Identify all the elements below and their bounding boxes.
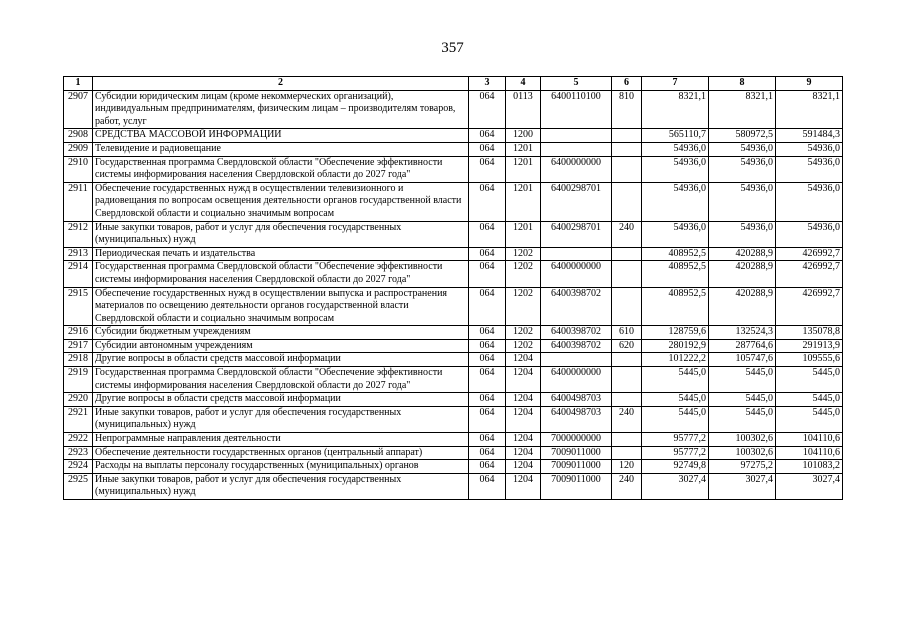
header-cell: 8 [709,77,776,91]
row-value-col7: 54936,0 [642,182,709,221]
row-value-col8: 132524,3 [709,326,776,340]
row-expense-type: 240 [612,406,642,432]
row-value-col7: 408952,5 [642,247,709,261]
row-section-code: 1204 [506,446,541,460]
row-value-col8: 420288,9 [709,261,776,287]
row-expense-type: 810 [612,90,642,129]
row-section-code: 1202 [506,339,541,353]
row-expense-type: 240 [612,473,642,499]
row-expense-type [612,393,642,407]
header-row [64,77,843,91]
row-name: Периодическая печать и издательства [93,247,469,261]
row-section-code: 0113 [506,90,541,129]
header-cell: 3 [469,77,506,91]
row-name: СРЕДСТВА МАССОВОЙ ИНФОРМАЦИИ [93,129,469,143]
row-value-col9: 591484,3 [776,129,843,143]
row-code: 2910 [64,156,93,182]
row-value-col7: 54936,0 [642,142,709,156]
row-name: Иные закупки товаров, работ и услуг для обеспечения государственных (муниципальных) нужд [93,473,469,499]
row-value-col8: 287764,6 [709,339,776,353]
row-value-col9: 54936,0 [776,142,843,156]
row-target-code: 6400298701 [541,182,612,221]
row-section-code: 1204 [506,353,541,367]
row-expense-type: 240 [612,221,642,247]
row-admin-code: 064 [469,247,506,261]
row-section-code: 1204 [506,433,541,447]
row-section-code: 1202 [506,247,541,261]
row-value-col8: 5445,0 [709,393,776,407]
table-row [64,339,843,353]
header-cell: 6 [612,77,642,91]
header-cell: 7 [642,77,709,91]
row-target-code: 6400498703 [541,393,612,407]
row-value-col9: 101083,2 [776,460,843,474]
row-name: Иные закупки товаров, работ и услуг для обеспечения государственных (муниципальных) нужд [93,221,469,247]
row-value-col9: 426992,7 [776,247,843,261]
row-value-col9: 104110,6 [776,433,843,447]
row-name: Другие вопросы в области средств массовой информации [93,393,469,407]
row-name: Субсидии юридическим лицам (кроме некоммерческих организаций), индивидуальным предпринимателям, физическим лицам – производителям товаров, работ, услуг [93,90,469,129]
row-target-code: 7009011000 [541,460,612,474]
table-row [64,367,843,393]
row-section-code: 1202 [506,287,541,326]
header-cell: 4 [506,77,541,91]
header-cell: 5 [541,77,612,91]
row-name: Расходы на выплаты персоналу государственных (муниципальных) органов [93,460,469,474]
row-value-col8: 54936,0 [709,142,776,156]
row-expense-type [612,287,642,326]
row-value-col7: 54936,0 [642,156,709,182]
row-target-code: 6400398702 [541,287,612,326]
row-name: Обеспечение деятельности государственных органов (центральный аппарат) [93,446,469,460]
row-expense-type [612,156,642,182]
row-value-col8: 580972,5 [709,129,776,143]
row-admin-code: 064 [469,473,506,499]
row-expense-type [612,129,642,143]
row-expense-type [612,182,642,221]
table-row [64,406,843,432]
row-section-code: 1204 [506,393,541,407]
row-admin-code: 064 [469,182,506,221]
row-value-col9: 54936,0 [776,182,843,221]
table-row [64,182,843,221]
row-code: 2908 [64,129,93,143]
row-target-code [541,247,612,261]
row-name: Обеспечение государственных нужд в осуществлении выпуска и распространения материалов по освещению деятельности органов государственной власти Свердловской области и социально значимым вопросам [93,287,469,326]
row-admin-code: 064 [469,393,506,407]
row-admin-code: 064 [469,446,506,460]
header-cell: 2 [93,77,469,91]
table-row [64,90,843,129]
row-code: 2918 [64,353,93,367]
row-code: 2914 [64,261,93,287]
row-expense-type: 620 [612,339,642,353]
row-target-code: 7009011000 [541,446,612,460]
row-admin-code: 064 [469,460,506,474]
table-row [64,129,843,143]
row-value-col7: 5445,0 [642,393,709,407]
row-admin-code: 064 [469,261,506,287]
row-value-col8: 54936,0 [709,182,776,221]
row-value-col8: 5445,0 [709,367,776,393]
table-row [64,261,843,287]
row-section-code: 1200 [506,129,541,143]
row-value-col9: 5445,0 [776,406,843,432]
row-expense-type [612,261,642,287]
row-expense-type: 610 [612,326,642,340]
row-value-col7: 408952,5 [642,287,709,326]
row-section-code: 1201 [506,142,541,156]
row-value-col8: 5445,0 [709,406,776,432]
row-admin-code: 064 [469,142,506,156]
row-expense-type [612,353,642,367]
row-section-code: 1201 [506,182,541,221]
budget-table [63,76,843,500]
row-value-col9: 54936,0 [776,156,843,182]
row-value-col7: 95777,2 [642,446,709,460]
row-section-code: 1204 [506,473,541,499]
row-section-code: 1202 [506,261,541,287]
row-value-col9: 109555,6 [776,353,843,367]
row-value-col8: 54936,0 [709,156,776,182]
row-value-col7: 5445,0 [642,367,709,393]
row-value-col7: 101222,2 [642,353,709,367]
row-target-code [541,129,612,143]
row-value-col9: 5445,0 [776,393,843,407]
table-row [64,460,843,474]
row-value-col8: 54936,0 [709,221,776,247]
row-admin-code: 064 [469,129,506,143]
row-section-code: 1204 [506,460,541,474]
row-value-col9: 8321,1 [776,90,843,129]
row-name: Субсидии бюджетным учреждениям [93,326,469,340]
row-code: 2921 [64,406,93,432]
row-name: Субсидии автономным учреждениям [93,339,469,353]
header-cell: 9 [776,77,843,91]
row-value-col7: 408952,5 [642,261,709,287]
row-expense-type [612,367,642,393]
row-value-col8: 100302,6 [709,446,776,460]
row-value-col7: 95777,2 [642,433,709,447]
row-target-code: 6400498703 [541,406,612,432]
row-code: 2909 [64,142,93,156]
row-expense-type [612,142,642,156]
row-target-code: 6400000000 [541,156,612,182]
row-target-code: 6400000000 [541,261,612,287]
header-cell: 1 [64,77,93,91]
row-code: 2916 [64,326,93,340]
row-name: Другие вопросы в области средств массовой информации [93,353,469,367]
page-number: 357 [441,40,464,56]
row-code: 2912 [64,221,93,247]
row-name: Государственная программа Свердловской области "Обеспечение эффективности системы информирования населения Свердловской области до 2027 года" [93,367,469,393]
row-expense-type [612,433,642,447]
row-value-col8: 420288,9 [709,247,776,261]
row-admin-code: 064 [469,287,506,326]
row-section-code: 1204 [506,367,541,393]
row-section-code: 1201 [506,156,541,182]
row-value-col9: 291913,9 [776,339,843,353]
table-row [64,156,843,182]
row-code: 2920 [64,393,93,407]
table-row [64,221,843,247]
table-row [64,142,843,156]
table-row [64,433,843,447]
row-value-col9: 426992,7 [776,287,843,326]
row-target-code: 6400000000 [541,367,612,393]
row-value-col7: 280192,9 [642,339,709,353]
row-code: 2913 [64,247,93,261]
row-target-code: 6400398702 [541,326,612,340]
row-name: Государственная программа Свердловской области "Обеспечение эффективности системы информирования населения Свердловской области до 2027 года" [93,156,469,182]
row-admin-code: 064 [469,326,506,340]
row-section-code: 1204 [506,406,541,432]
table-row [64,247,843,261]
row-value-col7: 565110,7 [642,129,709,143]
row-admin-code: 064 [469,367,506,393]
row-name: Телевидение и радиовещание [93,142,469,156]
row-value-col7: 128759,6 [642,326,709,340]
row-expense-type [612,446,642,460]
row-target-code: 7000000000 [541,433,612,447]
row-code: 2925 [64,473,93,499]
table-row [64,353,843,367]
row-code: 2915 [64,287,93,326]
row-admin-code: 064 [469,353,506,367]
row-code: 2917 [64,339,93,353]
row-admin-code: 064 [469,433,506,447]
row-value-col8: 105747,6 [709,353,776,367]
row-code: 2922 [64,433,93,447]
row-value-col9: 104110,6 [776,446,843,460]
row-value-col7: 54936,0 [642,221,709,247]
table-row [64,393,843,407]
row-admin-code: 064 [469,339,506,353]
row-name: Непрограммные направления деятельности [93,433,469,447]
row-section-code: 1201 [506,221,541,247]
table-row [64,446,843,460]
row-value-col9: 426992,7 [776,261,843,287]
row-target-code [541,142,612,156]
row-value-col9: 3027,4 [776,473,843,499]
table-row [64,473,843,499]
row-value-col7: 8321,1 [642,90,709,129]
row-code: 2911 [64,182,93,221]
row-name: Государственная программа Свердловской области "Обеспечение эффективности системы информирования населения Свердловской области до 2027 года" [93,261,469,287]
row-section-code: 1202 [506,326,541,340]
row-target-code: 7009011000 [541,473,612,499]
row-value-col8: 3027,4 [709,473,776,499]
row-code: 2919 [64,367,93,393]
row-target-code [541,353,612,367]
row-expense-type [612,247,642,261]
row-value-col9: 135078,8 [776,326,843,340]
row-code: 2923 [64,446,93,460]
row-code: 2907 [64,90,93,129]
row-admin-code: 064 [469,90,506,129]
row-name: Иные закупки товаров, работ и услуг для обеспечения государственных (муниципальных) нужд [93,406,469,432]
row-admin-code: 064 [469,156,506,182]
row-value-col9: 54936,0 [776,221,843,247]
row-value-col7: 92749,8 [642,460,709,474]
row-value-col8: 8321,1 [709,90,776,129]
row-value-col9: 5445,0 [776,367,843,393]
row-value-col7: 5445,0 [642,406,709,432]
row-value-col7: 3027,4 [642,473,709,499]
row-target-code: 6400298701 [541,221,612,247]
row-value-col8: 420288,9 [709,287,776,326]
row-value-col8: 97275,2 [709,460,776,474]
row-expense-type: 120 [612,460,642,474]
row-target-code: 6400110100 [541,90,612,129]
row-admin-code: 064 [469,406,506,432]
row-name: Обеспечение государственных нужд в осуществлении телевизионного и радиовещания по вопросам освещения деятельности органов государственной власти Свердловской области и социально значимым вопросам [93,182,469,221]
row-value-col8: 100302,6 [709,433,776,447]
row-target-code: 6400398702 [541,339,612,353]
table-row [64,287,843,326]
table-row [64,326,843,340]
table-body [64,90,843,499]
row-admin-code: 064 [469,221,506,247]
row-code: 2924 [64,460,93,474]
